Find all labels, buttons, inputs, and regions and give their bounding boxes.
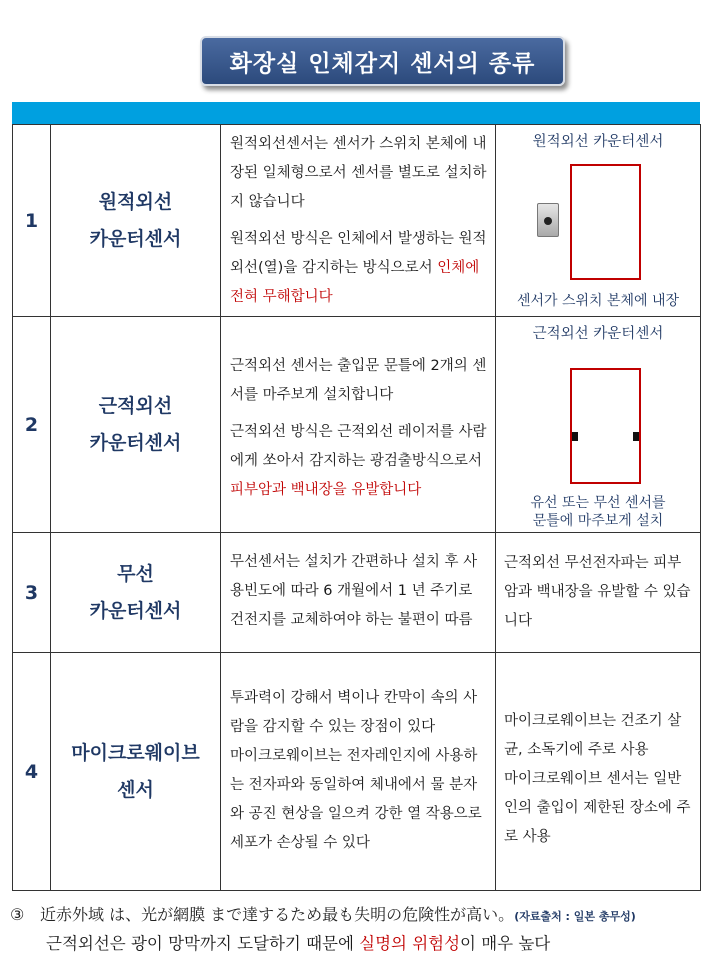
description-paragraph: 원적외선센서는 센서가 스위치 본체에 내장된 일체형으로서 센서를 별도로 설치하지 않습니다 — [230, 135, 487, 210]
table-row — [13, 653, 701, 891]
description-text: 원적외선 방식은 인체에서 발생하는 원적외선(열)을 감지하는 방식으로서 — [230, 230, 487, 276]
highlight-text: 인체에 전혀 무해합니다 — [230, 259, 480, 305]
sensor-name-line2: 카운터센서 — [89, 599, 182, 622]
figure-title: 원적외선 카운터센서 — [532, 134, 664, 150]
footnote-marker: ③ — [10, 905, 25, 924]
row-number: 2 — [13, 317, 51, 533]
footnote-text: 近赤外域 は、光が網膜 まで達するため最も失明の危険性が高い。 — [40, 905, 515, 924]
conclusion-text-end: 이 매우 높다 — [460, 934, 551, 953]
sensor-name-line1: 마이크로웨이브 — [71, 741, 200, 764]
sensor-name — [51, 317, 221, 533]
row-number: 1 — [13, 125, 51, 317]
conclusion-text: 근적외선은 광이 망막까지 도달하기 때문에 — [46, 934, 360, 953]
door-frame-icon — [570, 164, 641, 280]
description-paragraph — [230, 225, 487, 312]
sensor-description: 투과력이 강해서 벽이나 칸막이 속의 사람을 감지할 수 있는 장점이 있다 마이크로웨이브는 전자레인지에 사용하는 전자파와 동일하여 체내에서 물 분자와 공진 현상을 일으켜 강한 열 작용으로 세포가 손상될 수 있다 — [221, 653, 496, 891]
header-bar — [12, 102, 700, 124]
description-text: 근적외선 방식은 근적외선 레이저를 사람에게 쏘아서 감지하는 광검출방식으로서 — [230, 424, 487, 469]
highlight-text: 피부암과 백내장을 유발합니다 — [230, 482, 422, 498]
sensor-name-line2: 카운터센서 — [89, 227, 182, 250]
sensor-note: 근적외선 무선전자파는 피부암과 백내장을 유발할 수 있습니다 — [496, 533, 701, 653]
door-frame-icon — [570, 368, 641, 484]
row-number: 4 — [13, 653, 51, 891]
figure-caption — [496, 494, 700, 530]
sensor-name-line1: 근적외선 — [98, 394, 173, 417]
row-number: 3 — [13, 533, 51, 653]
figure-caption: 센서가 스위치 본체에 내장 — [516, 293, 680, 309]
footnote — [10, 902, 715, 928]
sensor-note: 마이크로웨이브는 건조기 살균, 소독기에 주로 사용 마이크로웨이브 센서는 일반인의 출입이 제한된 장소에 주로 사용 — [496, 653, 701, 891]
description-paragraph: 근적외선 센서는 출입문 문틀에 2개의 센서를 마주보게 설치합니다 — [230, 358, 487, 403]
conclusion-highlight: 실명의 위험성 — [359, 934, 461, 953]
figure-caption-line2: 문틀에 마주보게 설치 — [532, 513, 664, 529]
sensor-figure — [496, 125, 701, 317]
sensor-name — [51, 653, 221, 891]
sensor-description: 무선센서는 설치가 간편하나 설치 후 사용빈도에 따라 6 개월에서 1 년 주기로 건전지를 교체하여야 하는 불편이 따름 — [221, 533, 496, 653]
sensor-description — [221, 317, 496, 533]
table-row — [13, 317, 701, 533]
sensor-name — [51, 125, 221, 317]
sensor-name-line2: 카운터센서 — [89, 431, 182, 454]
figure-title: 근적외선 카운터센서 — [532, 326, 664, 342]
sensor-name-line2: 센서 — [117, 778, 154, 801]
sensor-description — [221, 125, 496, 317]
sensor-right-icon — [633, 432, 639, 441]
switch-sensor-icon — [537, 203, 559, 237]
page-title: 화장실 인체감지 센서의 종류 — [200, 36, 565, 86]
footnote-source: (자료출처 : 일본 총무성) — [514, 910, 636, 923]
sensor-name — [51, 533, 221, 653]
conclusion — [46, 930, 550, 954]
description-paragraph — [230, 418, 487, 505]
sensor-name-line1: 무선 — [117, 562, 154, 585]
table-row — [13, 125, 701, 317]
table-row — [13, 533, 701, 653]
sensor-left-icon — [572, 432, 578, 441]
sensor-figure — [496, 317, 701, 533]
sensor-name-line1: 원적외선 — [98, 190, 173, 213]
figure-caption-line1: 유선 또는 무선 센서를 — [530, 495, 666, 511]
sensor-table — [12, 124, 701, 891]
